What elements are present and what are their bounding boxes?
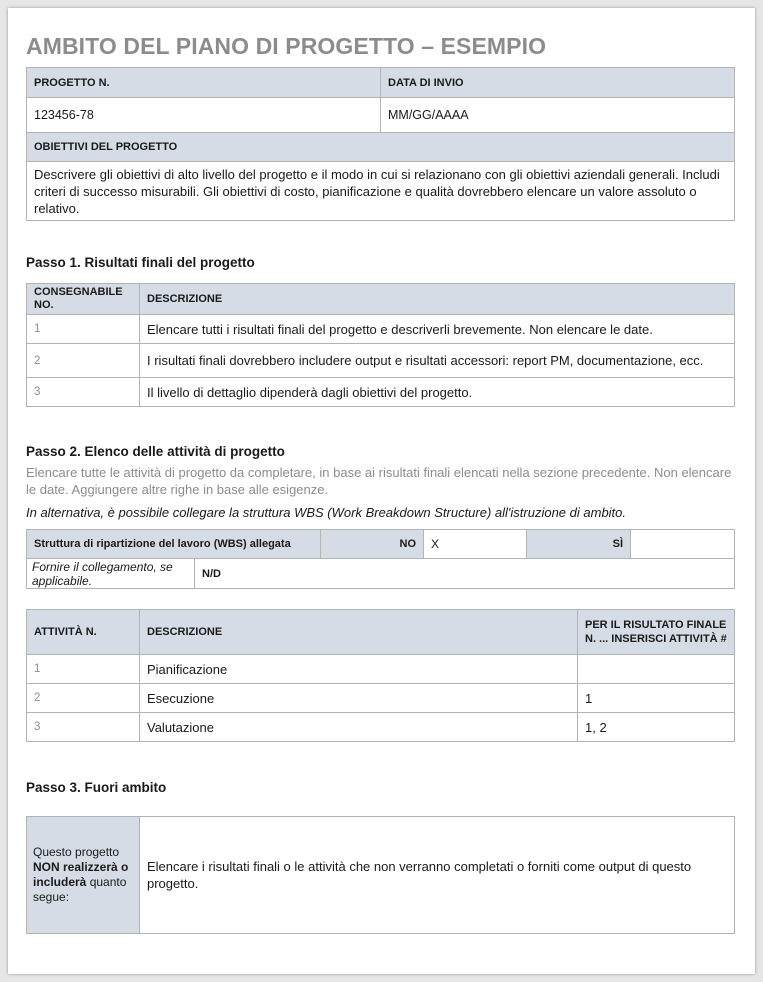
activity-ref-header: PER IL RISULTATO FINALE N. ... INSERISCI ATTIVITÀ # <box>578 610 735 655</box>
out-of-scope-label-part1: Questo progetto <box>33 845 120 859</box>
deliverable-no-header: CONSEGNABILE NO. <box>27 284 140 315</box>
table-row <box>27 344 735 378</box>
link-label: Fornire il collegamento, se applicabile. <box>27 559 195 589</box>
step2-instructions: Elencare tutte le attività di progetto da completare, in base ai risultati finali elencati nella sezione precedente. Non elencare le date. Aggiungere altre righe in base alle esigenze. <box>26 465 732 497</box>
wbs-label: Struttura di ripartizione del lavoro (WBS) allegata <box>27 530 321 559</box>
submit-date-label: DATA DI INVIO <box>381 68 735 98</box>
activity-no: 1 <box>27 655 140 684</box>
out-of-scope-label-part2: quanto segue: <box>33 875 127 904</box>
out-of-scope-label-bold: NON realizzerà o includerà <box>33 860 129 889</box>
activity-ref[interactable]: 1 <box>578 684 735 713</box>
deliverable-no: 1 <box>27 315 140 344</box>
activity-no: 2 <box>27 684 140 713</box>
step2-alt-text: In alternativa, è possibile collegare la struttura WBS (Work Breakdown Structure) all'istruzione di ambito. <box>26 505 627 520</box>
out-of-scope-label <box>27 817 140 934</box>
activities-table <box>26 609 735 742</box>
deliverable-desc[interactable]: Il livello di dettaglio dipenderà dagli obiettivi del progetto. <box>140 378 735 407</box>
table-row <box>27 684 735 713</box>
activity-ref[interactable] <box>578 655 735 684</box>
document-page <box>8 8 755 974</box>
deliverable-desc-header: DESCRIZIONE <box>140 284 735 315</box>
activity-desc[interactable]: Valutazione <box>140 713 578 742</box>
deliverable-desc[interactable]: Elencare tutti i risultati finali del progetto e descriverli brevemente. Non elencare le date. <box>140 315 735 344</box>
activity-desc-header: DESCRIZIONE <box>140 610 578 655</box>
table-row <box>27 378 735 407</box>
wbs-no-label: NO <box>321 530 424 559</box>
page-title: AMBITO DEL PIANO DI PROGETTO – ESEMPIO <box>26 33 547 59</box>
submit-date-field[interactable]: MM/GG/AAAA <box>381 98 735 133</box>
wbs-table <box>26 529 735 589</box>
table-row <box>27 713 735 742</box>
step2-title: Passo 2. Elenco delle attività di progetto <box>26 444 285 459</box>
deliverable-no: 3 <box>27 378 140 407</box>
step1-title: Passo 1. Risultati finali del progetto <box>26 255 255 270</box>
step3-title: Passo 3. Fuori ambito <box>26 780 167 795</box>
activity-ref[interactable]: 1, 2 <box>578 713 735 742</box>
activity-desc[interactable]: Pianificazione <box>140 655 578 684</box>
link-value[interactable]: N/D <box>195 559 735 589</box>
activity-no-header: ATTIVITÀ N. <box>27 610 140 655</box>
out-of-scope-field[interactable]: Elencare i risultati finali o le attività che non verranno completati o forniti come output di questo progetto. <box>140 817 735 934</box>
wbs-no-value[interactable]: X <box>424 530 527 559</box>
project-no-label: PROGETTO N. <box>27 68 381 98</box>
objectives-label: OBIETTIVI DEL PROGETTO <box>27 133 735 162</box>
project-info-table <box>26 67 735 221</box>
deliverable-desc[interactable]: I risultati finali dovrebbero includere output e risultati accessori: report PM, documentazione, ecc. <box>140 344 735 378</box>
project-no-field[interactable]: 123456-78 <box>27 98 381 133</box>
deliverables-table <box>26 283 735 407</box>
table-row <box>27 315 735 344</box>
deliverable-no: 2 <box>27 344 140 378</box>
activity-no: 3 <box>27 713 140 742</box>
wbs-yes-label: SÌ <box>527 530 631 559</box>
table-row <box>27 655 735 684</box>
wbs-yes-value[interactable] <box>631 530 735 559</box>
objectives-field[interactable]: Descrivere gli obiettivi di alto livello del progetto e il modo in cui si relazionano con gli obiettivi aziendali generali. Includi criteri di successo misurabili. Gli obiettivi di costo, pianificazione e qualità dovrebbero elencare un valore assoluto o relativo. <box>27 162 735 221</box>
activity-desc[interactable]: Esecuzione <box>140 684 578 713</box>
out-of-scope-table <box>26 816 735 934</box>
